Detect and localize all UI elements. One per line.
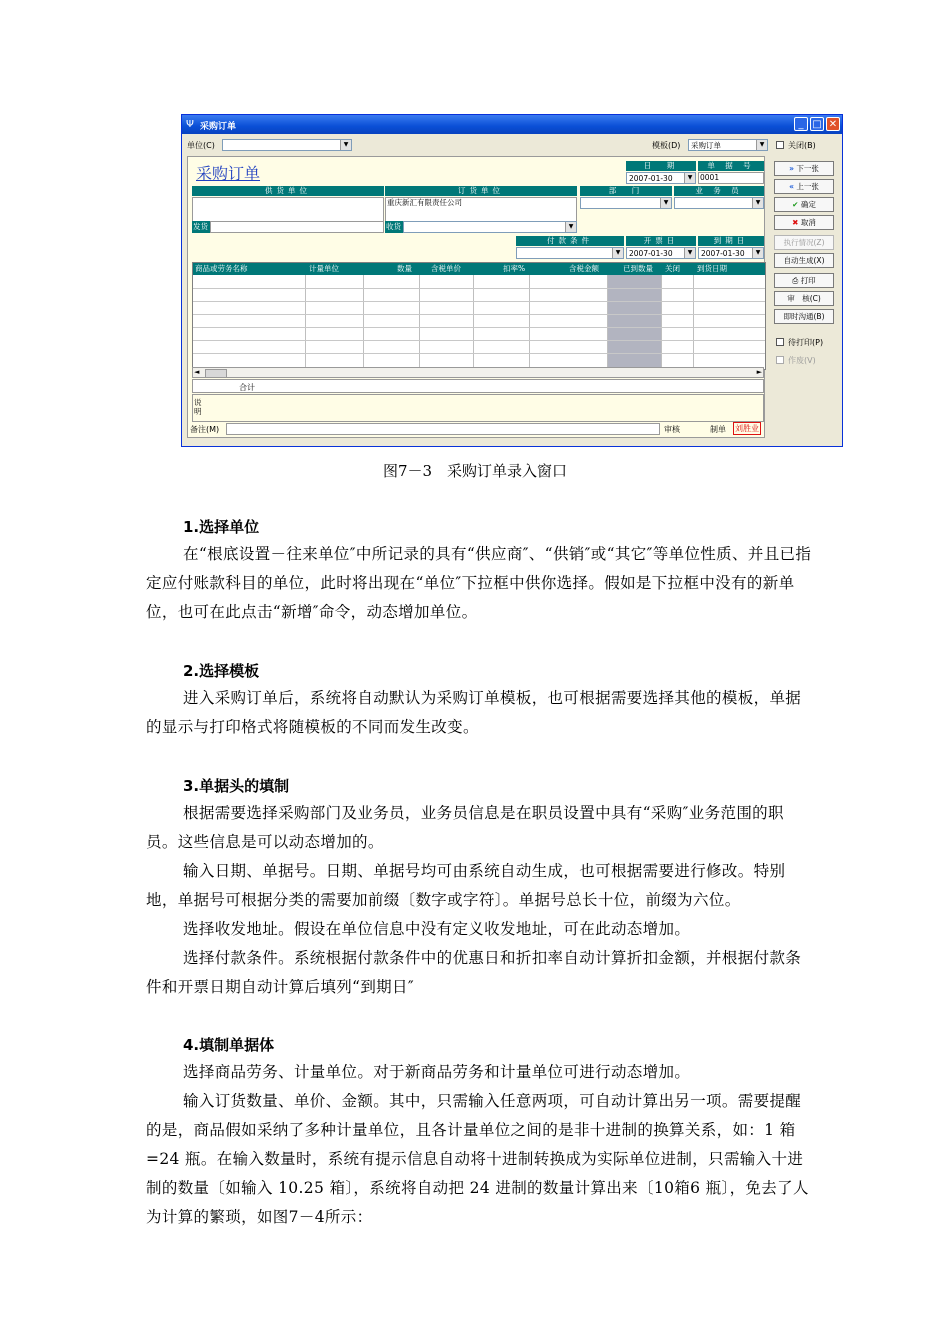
col-divider	[419, 275, 420, 369]
col-header[interactable]: 已到数量	[623, 264, 653, 273]
section-heading: 2.选择模板	[183, 662, 260, 680]
receive-label: 收货	[385, 221, 404, 233]
col-header[interactable]: 含税单价	[431, 264, 461, 273]
app-icon: Ψ	[186, 119, 194, 130]
paragraph: 在“根底设置－往来单位″中所记录的具有“供应商″、“供销″或“其它″等单位性质、并且已指定应付账款科目的单位，此时将出现在“单位″下拉框中供你选择。假如是下拉框中没有的新单位，也可在此点击“新增″命令，动态增加单位。	[146, 545, 812, 621]
template-value: 采购订单	[691, 141, 721, 150]
due-date-value: 2007-01-30	[701, 249, 745, 258]
paragraph: 选择收发地址。假设在单位信息中没有定义收发地址，可在此动态增加。	[183, 920, 691, 938]
maker-label: 制单	[710, 425, 726, 434]
date-header: 日 期	[626, 161, 696, 171]
dropdown-arrow-icon[interactable]: ▼	[684, 173, 695, 183]
exec-status-button[interactable]: 执行情况(Z)	[774, 235, 834, 250]
dropdown-arrow-icon[interactable]: ▼	[660, 198, 671, 208]
printer-icon: ⎙	[792, 276, 799, 285]
ship-address-field[interactable]	[210, 221, 384, 233]
dropdown-arrow-icon[interactable]: ▼	[752, 248, 763, 258]
col-divider	[473, 275, 474, 369]
order-unit-value: 重庆新汇有限责任公司	[387, 198, 462, 207]
col-divider	[363, 275, 364, 369]
docno-value: 0001	[700, 173, 720, 182]
maker-value: 刘胜业	[735, 424, 759, 433]
payterms-select[interactable]	[516, 247, 624, 259]
minimize-icon[interactable]: _	[794, 117, 808, 131]
scroll-left-icon[interactable]: ◄	[194, 368, 200, 376]
dept-header: 部 门	[580, 186, 672, 196]
pending-print-label: 待打印(P)	[788, 338, 824, 347]
table-row[interactable]	[193, 288, 765, 289]
total-label: 合计	[239, 383, 255, 392]
scroll-right-icon[interactable]: ►	[756, 368, 762, 376]
figure-caption: 图7－3 采购订单录入窗口	[382, 462, 568, 480]
due-date-field[interactable]	[698, 247, 764, 259]
paragraph: 进入采购订单后，系统将自动默认为采购订单模板，也可根据需要选择其他的模板，单据的显示与打印格式将随模板的不同而发生改变。	[146, 689, 802, 736]
close-checkbox-label: 关闭(B)	[788, 141, 816, 150]
payterms-header: 付款条件	[516, 236, 624, 246]
close-icon[interactable]: ✕	[826, 117, 840, 131]
unit-select[interactable]	[222, 139, 352, 151]
col-header[interactable]: 计量单位	[309, 264, 339, 273]
col-divider	[661, 275, 662, 369]
salesman-select[interactable]	[674, 197, 764, 209]
grid-header	[193, 263, 765, 275]
void-label: 作废(V)	[788, 356, 816, 365]
pending-print-checkbox[interactable]	[776, 338, 784, 346]
selected-column	[607, 275, 661, 369]
check-icon: ✔	[792, 200, 799, 209]
title-bar	[182, 115, 842, 134]
col-header[interactable]: 数量	[397, 264, 412, 273]
order-unit-field[interactable]	[385, 197, 577, 222]
cross-icon: ✖	[792, 218, 799, 227]
double-left-arrow-icon: «	[789, 182, 794, 191]
table-row[interactable]	[193, 327, 765, 328]
template-label: 模板(D)	[652, 141, 681, 150]
order-unit-header: 订货单位	[385, 186, 577, 196]
dept-select[interactable]	[580, 197, 672, 209]
col-header[interactable]: 商品或劳务名称	[195, 264, 248, 273]
col-header[interactable]: 到货日期	[697, 264, 727, 273]
next-button[interactable]	[774, 161, 834, 176]
instant-chat-button[interactable]: 即时沟通(B)	[774, 309, 834, 324]
invoice-date-value: 2007-01-30	[629, 249, 673, 258]
print-label: 打印	[800, 276, 816, 285]
docno-header: 单 据 号	[698, 161, 764, 171]
paragraph: 根据需要选择采购部门及业务员，业务员信息是在职员设置中具有“采购″业务范围的职员。这些信息是可以动态增加的。	[146, 804, 784, 851]
supplier-field[interactable]	[192, 197, 384, 222]
dropdown-arrow-icon[interactable]: ▼	[565, 222, 576, 232]
supplier-header: 供货单位	[192, 186, 384, 196]
dropdown-arrow-icon[interactable]: ▼	[612, 248, 623, 258]
paragraph: 输入日期、单据号。日期、单据号均可由系统自动生成，也可根据需要进行修改。特别地，单据号可根据分类的需要加前缀〔数字或字符〕。单据号总长十位，前缀为六位。	[146, 862, 786, 909]
dropdown-arrow-icon[interactable]: ▼	[684, 248, 695, 258]
invoice-date-field[interactable]	[626, 247, 696, 259]
remark-input[interactable]	[226, 423, 660, 435]
col-divider	[529, 275, 530, 369]
col-header[interactable]: 含税金额	[569, 264, 599, 273]
prev-button[interactable]	[774, 179, 834, 194]
unit-label: 单位(C)	[187, 141, 215, 150]
remark-label: 备注(M)	[190, 425, 220, 434]
table-row[interactable]	[193, 353, 765, 354]
note-label: 说明	[194, 398, 202, 416]
form-title: 采购订单	[196, 164, 261, 183]
salesman-header: 业 务 员	[674, 186, 764, 196]
paragraph: 选择商品劳务、计量单位。对于新商品劳务和计量单位可进行动态增加。	[183, 1063, 691, 1081]
ok-label: 确定	[800, 200, 816, 209]
void-checkbox[interactable]	[776, 356, 784, 364]
due-date-header: 到期日	[698, 236, 764, 246]
dropdown-arrow-icon[interactable]: ▼	[340, 140, 351, 150]
col-divider	[607, 275, 608, 369]
dropdown-arrow-icon[interactable]: ▼	[752, 198, 763, 208]
invoice-date-header: 开票日	[626, 236, 696, 246]
date-field[interactable]	[626, 172, 696, 184]
paragraph: 选择付款条件。系统根据付款条件中的优惠日和折扣率自动计算折扣金额，并根据付款条件和开票日期自动计算后填列“到期日″	[146, 949, 802, 996]
note-area[interactable]	[192, 394, 764, 422]
section-heading: 4.填制单据体	[183, 1036, 275, 1054]
prev-label: 上一张	[796, 182, 819, 191]
double-right-arrow-icon: »	[789, 164, 794, 173]
items-grid[interactable]	[192, 262, 766, 370]
cancel-button[interactable]	[774, 215, 834, 230]
table-row[interactable]	[193, 314, 765, 315]
ship-label: 发货	[192, 221, 211, 233]
close-checkbox[interactable]	[776, 141, 784, 149]
total-row	[192, 379, 764, 393]
table-row[interactable]	[193, 301, 765, 302]
section-heading: 1.选择单位	[183, 518, 260, 536]
docno-field[interactable]	[698, 172, 764, 184]
auto-generate-button[interactable]: 自动生成(X)	[774, 253, 834, 268]
receive-address-select[interactable]	[403, 221, 577, 233]
col-divider	[693, 275, 694, 369]
audit-label: 审核	[664, 425, 680, 434]
col-header[interactable]: 扣率%	[503, 264, 526, 273]
horizontal-scrollbar[interactable]	[192, 367, 764, 378]
scroll-thumb[interactable]	[205, 369, 227, 378]
cancel-label: 取消	[800, 218, 816, 227]
purchase-order-window	[181, 114, 843, 447]
col-divider	[305, 275, 306, 369]
window-title: 采购订单	[200, 122, 237, 132]
paragraph: 输入订货数量、单价、金额。其中，只需输入任意两项，可自动计算出另一项。需要提醒的是，商品假如采纳了多种计量单位，且各计量单位之间的是非十进制的换算关系，如：1 箱=24 瓶。在输入数量时，系统有提示信息自动将十进制转换成为实际单位进制，只需输入十进制的数量〔如输入 10.25 箱〕，系统将自动把 24 进制的数量计算出来〔10箱6 瓶〕，免去了人为计算的繁琐，如图7－4所示：	[146, 1092, 809, 1226]
table-row[interactable]	[193, 340, 765, 341]
template-select[interactable]	[688, 139, 768, 151]
dropdown-arrow-icon[interactable]: ▼	[756, 140, 767, 150]
review-button[interactable]: 审 核(C)	[774, 291, 834, 306]
col-header[interactable]: 关闭	[665, 264, 680, 273]
date-value: 2007-01-30	[629, 174, 673, 183]
print-button[interactable]	[774, 273, 834, 288]
next-label: 下一张	[796, 164, 819, 173]
section-heading: 3.单据头的填制	[183, 777, 290, 795]
ok-button[interactable]	[774, 197, 834, 212]
maximize-icon[interactable]: □	[810, 117, 824, 131]
